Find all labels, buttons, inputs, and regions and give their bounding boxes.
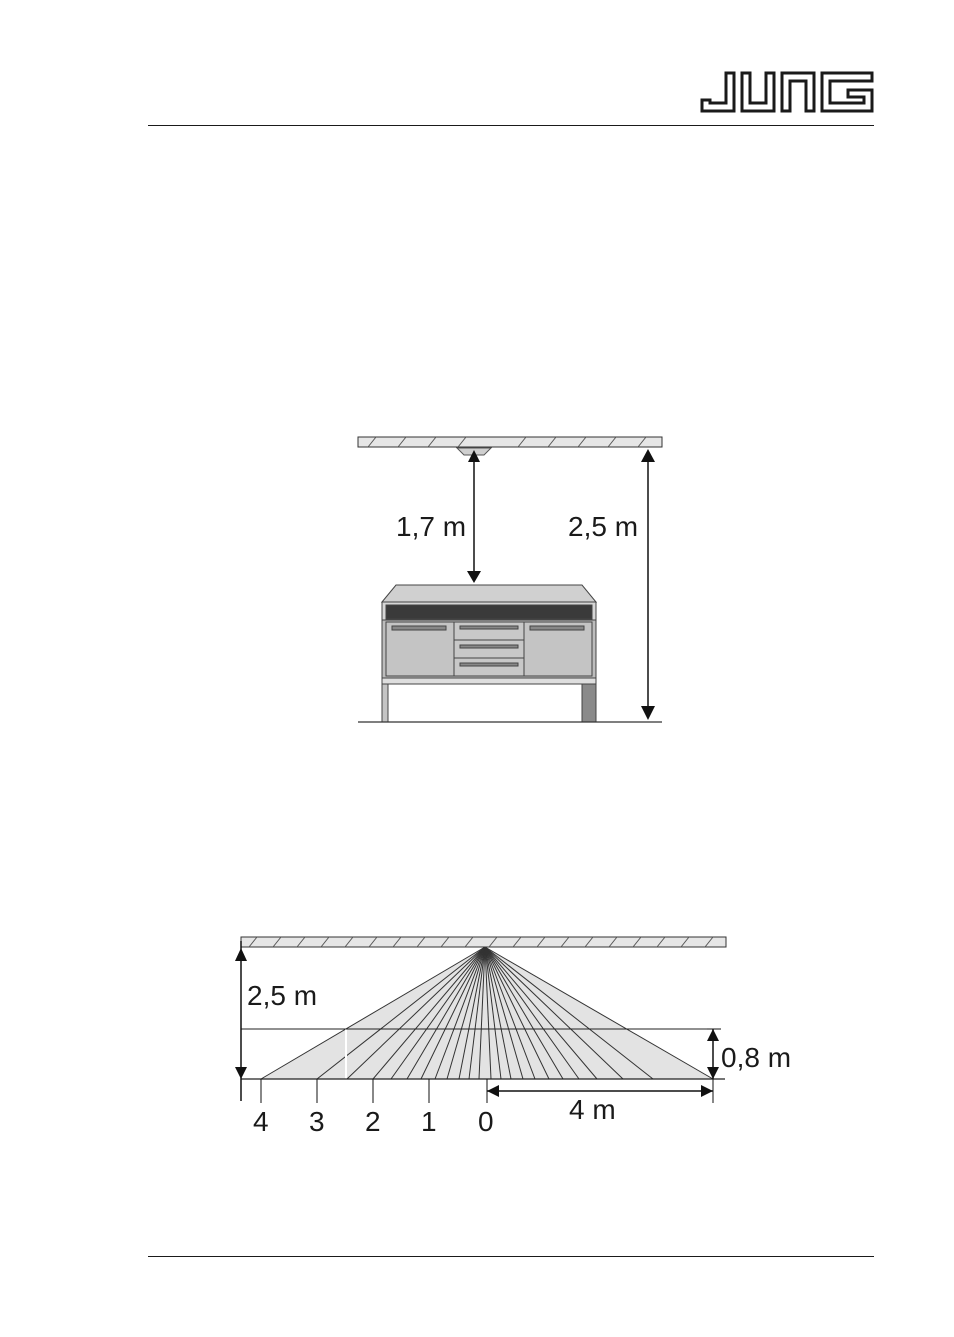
- label-radius: 4 m: [569, 1094, 616, 1125]
- ceiling: [241, 937, 726, 947]
- scale-tick-label: 2: [365, 1106, 381, 1137]
- scale-tick-label: 1: [421, 1106, 437, 1137]
- detection-cone: [261, 947, 713, 1079]
- header-rule: [148, 125, 874, 126]
- dimension-detection-height: [707, 1029, 721, 1079]
- label-room-height: 2,5 m: [247, 980, 318, 1011]
- jung-logo: [700, 70, 874, 114]
- scale-tick-label: 3: [309, 1106, 325, 1137]
- footer-rule: [148, 1256, 874, 1257]
- dimension-room-height: [235, 941, 247, 1101]
- distance-scale: [261, 1079, 487, 1103]
- dimension-room-height: [641, 449, 655, 720]
- ceiling: [358, 437, 662, 447]
- label-detection-height: 0,8 m: [721, 1042, 792, 1073]
- figure-detection-range: [225, 925, 825, 1175]
- figure-desk-mounting: [340, 420, 680, 740]
- scale-tick-label: 4: [253, 1106, 269, 1137]
- label-sensor-to-desk: 1,7 m: [396, 511, 467, 542]
- scale-tick-label: 0: [478, 1106, 494, 1137]
- dimension-sensor-to-desk: [467, 450, 481, 583]
- desk: [382, 585, 596, 722]
- label-room-height: 2,5 m: [568, 511, 639, 542]
